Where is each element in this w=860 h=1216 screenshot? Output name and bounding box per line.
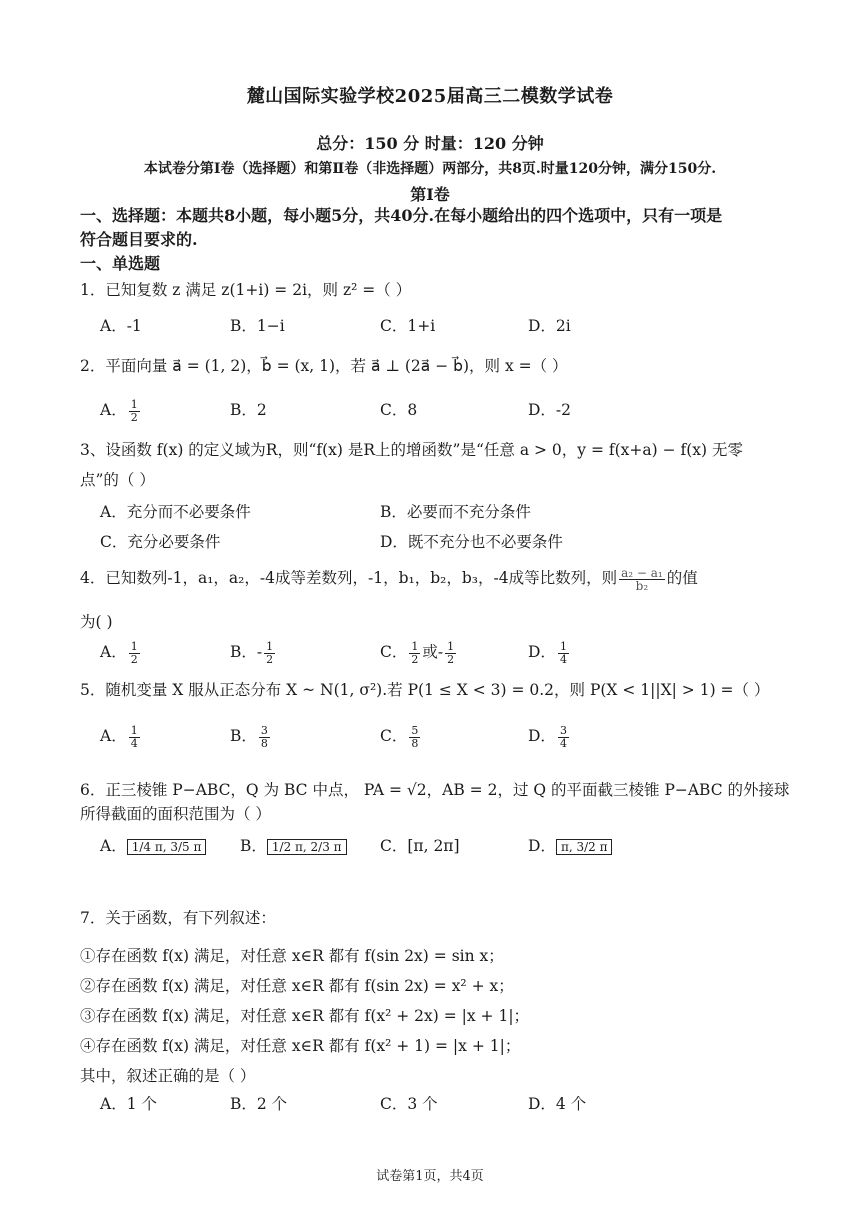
question-3-options-row1 [100, 498, 800, 526]
question-7-ask: 其中，叙述正确的是（ ） [80, 1067, 256, 1085]
q4-option-b: B．- $\frac{1}{2}$ [230, 639, 274, 666]
q5-option-a: A． $\frac{1}{4}$ [100, 723, 138, 750]
q5-option-c: C． $\frac{5}{8}$ [380, 723, 419, 750]
question-1-stem: 1．已知复数 z 满足 z(1+i) = 2i，则 z² =（ ） [80, 281, 412, 299]
q3-option-a: A．充分而不必要条件 [100, 503, 251, 521]
q2-option-a: A． $\frac{1}{2}$ [100, 397, 138, 424]
q6-option-d: D． π, 3/2 π [528, 832, 612, 860]
question-3-options-row2 [100, 528, 800, 556]
section-heading-line1: 一、选择题：本题共8小题，每小题5分，共40分.在每小题给出的四个选项中，只有一项是 [80, 206, 723, 225]
q2-option-d: D．-2 [528, 401, 572, 419]
question-7-stem: 7．关于函数，有下列叙述： [80, 909, 276, 927]
q6-option-a: A． 1/4 π, 3/5 π [100, 832, 206, 860]
question-3-line2: 点”的（ ） [80, 471, 155, 489]
q5-option-d: D． $\frac{3}{4}$ [528, 723, 567, 750]
q4-option-d: D． $\frac{1}{4}$ [528, 639, 567, 666]
question-6-line1: 6．正三棱锥 P−ABC，Q 为 BC 中点， PA = √2，AB = 2，过 Q 的平面截三棱锥 P−ABC 的外接球 [80, 781, 790, 799]
section-heading-line2: 符合题目要求的. [80, 230, 198, 249]
q4-option-a: A． $\frac{1}{2}$ [100, 639, 138, 666]
part-heading: 第Ⅰ卷 [410, 185, 450, 204]
question-4-options [100, 638, 800, 666]
question-7-statement-3: ③存在函数 f(x) 满足，对任意 x∈R 都有 f(x² + 2x) = |x + 1|； [80, 1007, 530, 1025]
q1-option-d: D．2i [528, 317, 571, 335]
q2-option-b: B．2 [230, 401, 267, 419]
question-3-line1: 3、设函数 f(x) 的定义域为R，则“f(x) 是R上的增函数”是“任意 a > 0，y = f(x+a) − f(x) 无零 [80, 441, 744, 459]
question-6-options [100, 832, 800, 868]
q7-option-a: A．1 个 [100, 1095, 157, 1113]
question-5-stem: 5．随机变量 X 服从正态分布 X ~ N(1, σ²).若 P(1 ≤ X < 3) = 0.2，则 P(X < 1||X| > 1) =（ ） [80, 681, 770, 699]
question-4-line2: 为( ) [80, 613, 113, 631]
question-2-options [100, 396, 800, 424]
question-7-options [100, 1090, 800, 1118]
q1-option-b: B．1−i [230, 317, 285, 335]
q3-option-d: D．既不充分也不必要条件 [380, 533, 563, 551]
question-1-options [100, 312, 800, 340]
question-2-stem: 2．平面向量 a⃗ = (1, 2)，b⃗ = (x, 1)，若 a⃗ ⊥ (2a⃗ − b⃗)，则 x =（ ） [80, 357, 568, 375]
q3-option-c: C．充分必要条件 [100, 533, 221, 551]
question-7-statement-4: ④存在函数 f(x) 满足，对任意 x∈R 都有 f(x² + 1) = |x + 1|； [80, 1037, 521, 1055]
subsection-heading: 一、单选题 [80, 254, 161, 273]
exam-note: 本试卷分第Ⅰ卷（选择题）和第Ⅱ卷（非选择题）两部分，共8页.时量120分钟，满分150分. [143, 161, 717, 177]
question-5-options [100, 722, 800, 750]
page-footer: 试卷第1页，共4页 [376, 1169, 484, 1184]
q1-option-c: C．1+i [380, 317, 436, 335]
q2-option-c: C．8 [380, 401, 418, 419]
question-7-statement-2: ②存在函数 f(x) 满足，对任意 x∈R 都有 f(sin 2x) = x² + x； [80, 977, 514, 995]
q6-option-c: C．[π, 2π] [380, 837, 460, 855]
q3-option-b: B．必要而不充分条件 [380, 503, 531, 521]
q4-option-c: C． $\frac{1}{2}$ 或- $\frac{1}{2}$ [380, 639, 455, 666]
q7-option-c: C．3 个 [380, 1095, 438, 1113]
question-4-line1: 4．已知数列-1，a₁，a₂，-4成等差数列，-1，b₁，b₂，b₃，-4成等比数列，则 $\frac{\text{a₂ − a₁}}{\text{b₂}}$ 的值 [80, 565, 698, 593]
q6-option-b: B． 1/2 π, 2/3 π [240, 832, 347, 860]
exam-title: 麓山国际实验学校2025届高三二模数学试卷 [246, 86, 614, 107]
score-time: 总分：150 分 时量：120 分钟 [316, 134, 544, 153]
question-7-statement-1: ①存在函数 f(x) 满足，对任意 x∈R 都有 f(sin 2x) = sin x； [80, 947, 504, 965]
question-6-line2: 所得截面的面积范围为（ ） [80, 805, 271, 823]
q5-option-b: B． $\frac{3}{8}$ [230, 723, 268, 750]
q1-option-a: A．-1 [100, 317, 142, 335]
q7-option-d: D．4 个 [528, 1095, 587, 1113]
q7-option-b: B．2 个 [230, 1095, 288, 1113]
